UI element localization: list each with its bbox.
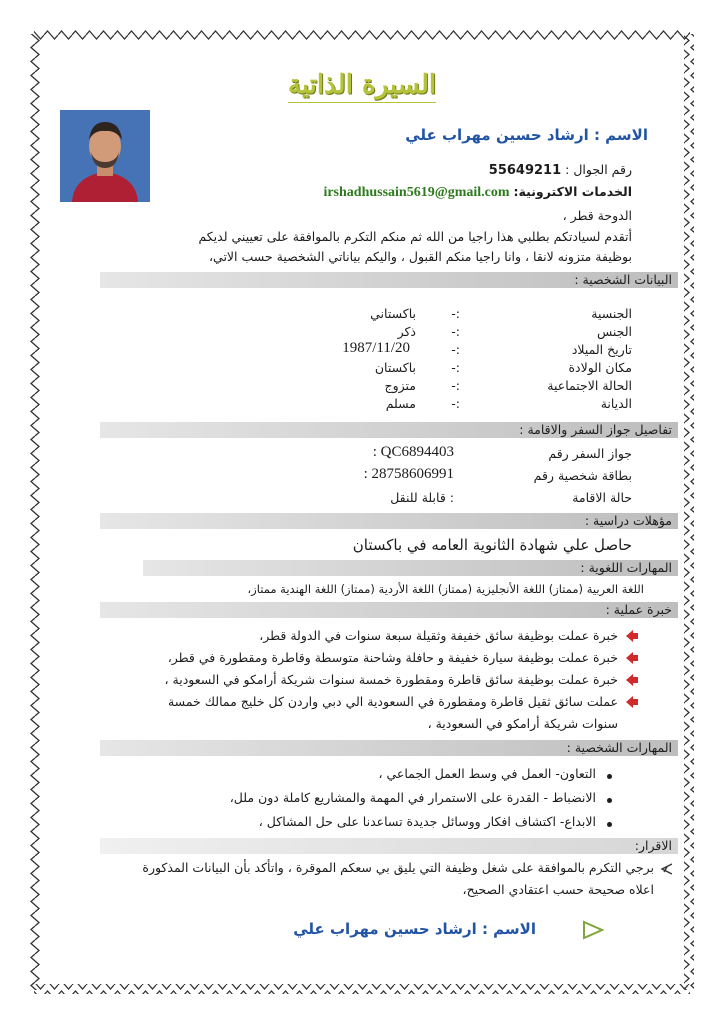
- languages-heading: المهارات اللغوية :: [580, 560, 672, 575]
- personal-heading: البيانات الشخصية :: [574, 272, 672, 287]
- email-line: [323, 184, 632, 201]
- personal-sep: :-: [451, 360, 460, 375]
- personal-label: الجنسية: [591, 306, 632, 321]
- personal-label: الديانة: [600, 396, 632, 411]
- personal-label: الجنس: [596, 324, 632, 339]
- education-heading: مؤهلات دراسية :: [584, 513, 672, 528]
- personal-value: باكستاني: [370, 306, 416, 321]
- personal-label: الحالة الاجتماعية: [547, 378, 632, 393]
- arrowhead-icon: [582, 920, 604, 940]
- personal-value: ذكر: [397, 324, 416, 339]
- mobile-line: [489, 162, 632, 178]
- personal-sep: :-: [451, 324, 460, 339]
- passport-value: : قابلة للنقل: [390, 490, 454, 505]
- declaration-heading-bar: [100, 838, 678, 854]
- skill-item: الابداع- اكتشاف افكار ووسائل جديدة تساعدنا على حل المشاكل ،: [258, 814, 596, 829]
- arrow-bullet-icon: [626, 652, 638, 664]
- passport-label: حالة الاقامة: [572, 490, 632, 505]
- applicant-name: الاسم : ارشاد حسين مهراب علي: [405, 126, 648, 144]
- passport-label: بطاقة شخصية رقم: [533, 468, 632, 483]
- personal-value: متزوج: [384, 378, 416, 393]
- experience-item: خبرة عملت بوظيفة سائق خفيفة وثقيلة سبعة سنوات في الدولة قطر،: [259, 628, 618, 643]
- passport-value: 28758606991 :: [363, 466, 454, 482]
- education-text: حاصل علي شهادة الثانوية العامه في باكستان: [352, 536, 632, 554]
- email-address: irshadhussain5619@gmail.com: [323, 185, 510, 200]
- bullet-dot-icon: [607, 774, 612, 779]
- skill-item: الانضباط - القدرة على الاستمرار في المهمة والمشاريع كاملة دون ملل،: [229, 790, 596, 805]
- personal-value: 1987/11/20: [342, 340, 410, 356]
- profile-photo: [60, 110, 150, 202]
- declaration-heading: الاقرار:: [634, 838, 672, 853]
- passport-value: QC6894403 :: [372, 444, 454, 460]
- declaration-line-1: برجي التكرم بالموافقة على شغل وظيفة التي يليق بي سعكم الموقرة ، واتأكد بأن البيانات المذكورة: [142, 860, 654, 875]
- intro-line-2: بوظيفة متزونه لانقا ، وانا راجيا منكم القبول ، واليكم بياناتي الشخصية حسب الاتي،: [208, 249, 632, 264]
- experience-item: خبرة عملت بوظيفة سيارة خفيفة و حافلة وشاحنة متوسطة وقاطرة ومقطورة في قطر،: [167, 650, 618, 665]
- experience-continuation: سنوات شريكة أرامكو في السعودية ،: [427, 716, 618, 731]
- experience-heading: خبرة عملية :: [605, 602, 672, 617]
- personal-sep: :-: [451, 378, 460, 393]
- mobile-number: 55649211: [488, 163, 562, 178]
- passport-heading: تفاصيل جواز السفر والاقامة :: [519, 422, 672, 437]
- experience-heading-bar: [100, 602, 678, 618]
- skill-item: التعاون- العمل في وسط العمل الجماعي ،: [378, 766, 596, 781]
- bullet-dot-icon: [607, 798, 612, 803]
- declaration-line-2: اعلاه صحيحة حسب اعتقادي الصحيح،: [462, 882, 654, 897]
- languages-text: اللغة العربية (ممتاز) اللغة الأنجليزية (ممتاز) اللغة الأردية (ممتاز) اللغة الهندية ممتاز،: [247, 582, 644, 596]
- personal-sep: :-: [451, 396, 460, 411]
- mobile-label: رقم الجوال :: [565, 162, 632, 177]
- check-arrow-icon: [658, 863, 672, 875]
- intro-line-1: أتقدم لسيادتكم بطلبي هذا راجيا من الله ثم منكم التكرم بالموافقة على تعييني لديكم: [198, 229, 632, 244]
- arrow-bullet-icon: [626, 630, 638, 642]
- passport-label: جواز السفر رقم: [548, 446, 632, 461]
- personal-value: مسلم: [385, 396, 416, 411]
- arrow-bullet-icon: [626, 696, 638, 708]
- experience-item: عملت سائق ثقيل قاطرة ومقطورة في السعودية الي دبي واردن كل خليج ممالك خمسة: [167, 694, 618, 709]
- email-label: الخدمات الاكترونية:: [513, 184, 632, 199]
- personal-sep: :-: [451, 306, 460, 321]
- experience-item: خبرة عملت بوظيفة سائق قاطرة ومقطورة خمسة سنوات شريكة أرامكو في السعودية ،: [164, 672, 618, 687]
- arrow-bullet-icon: [626, 674, 638, 686]
- signature-name: الاسم : ارشاد حسين مهراب علي: [293, 920, 536, 938]
- personal-label: مكان الولادة: [568, 360, 632, 375]
- personal-label: تاريخ الميلاد: [571, 342, 632, 357]
- city-line: الدوحة قطر ،: [562, 208, 632, 223]
- page-title: السيرة الذاتية: [46, 70, 678, 100]
- bullet-dot-icon: [607, 822, 612, 827]
- skills-heading: المهارات الشخصية :: [566, 740, 672, 755]
- personal-value: باكستان: [374, 360, 416, 375]
- personal-sep: :-: [451, 342, 460, 357]
- cv-page: [46, 48, 678, 978]
